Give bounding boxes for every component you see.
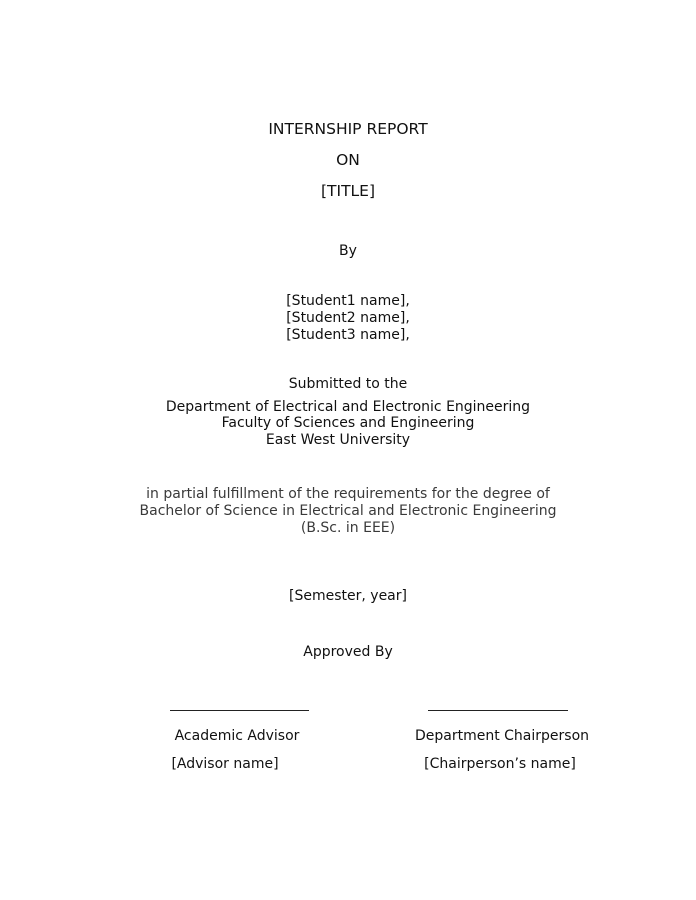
degree-statement-line1: in partial fulfillment of the requirements for the degree of: [146, 486, 550, 502]
report-heading-line2: ON: [336, 151, 360, 169]
report-heading-line1: INTERNSHIP REPORT: [268, 120, 428, 138]
department-chairperson-label: Department Chairperson: [414, 728, 590, 744]
report-title-placeholder: [TITLE]: [320, 182, 376, 200]
degree-statement-line2: Bachelor of Science in Electrical and Electronic Engineering: [139, 503, 557, 519]
advisor-signature-line: [170, 710, 309, 711]
chairperson-signature-line: [428, 710, 568, 711]
university-name: East West University: [265, 432, 411, 448]
faculty-name: Faculty of Sciences and Engineering: [221, 415, 475, 431]
student-name-1: [Student1 name],: [286, 293, 410, 309]
semester-year: [Semester, year]: [289, 588, 407, 604]
submitted-to-label: Submitted to the: [288, 376, 408, 392]
student-name-2: [Student2 name],: [286, 310, 410, 326]
advisor-name: [Advisor name]: [171, 756, 279, 772]
approved-by-label: Approved By: [303, 644, 393, 660]
by-label: By: [339, 243, 357, 259]
academic-advisor-label: Academic Advisor: [174, 728, 300, 744]
student-name-3: [Student3 name],: [286, 327, 410, 343]
chairperson-name: [Chairperson’s name]: [424, 756, 576, 772]
department-name: Department of Electrical and Electronic Engineering: [165, 399, 531, 415]
degree-abbreviation: (B.Sc. in EEE): [300, 520, 396, 536]
